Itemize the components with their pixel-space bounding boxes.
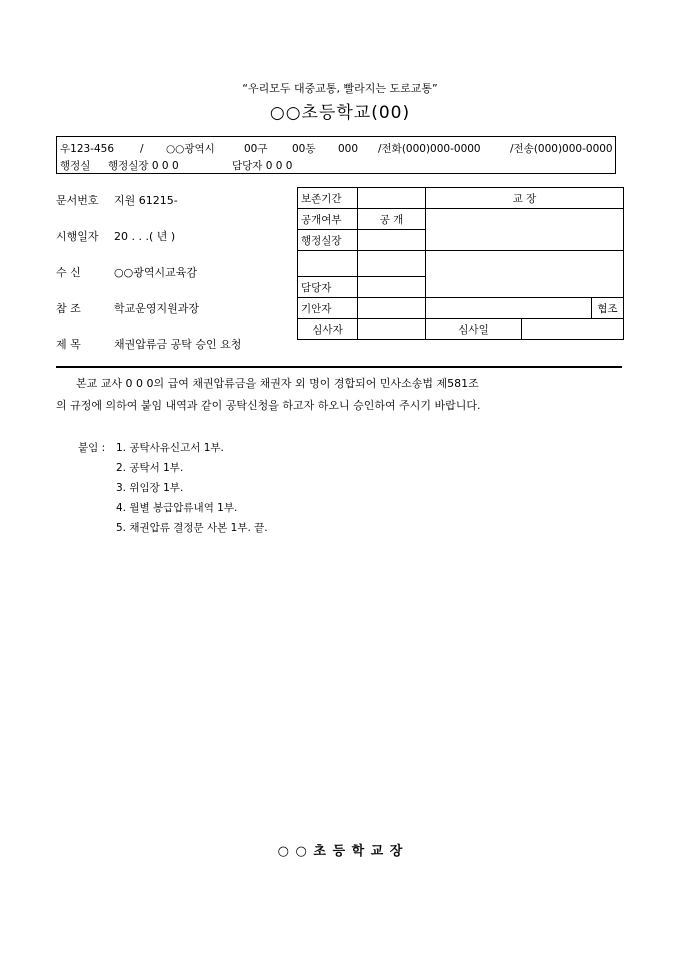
principal-label: 교 장 — [426, 188, 624, 209]
office-name: 행정실 — [60, 160, 91, 172]
recipient-label: 수 신 — [56, 266, 81, 279]
approval-blank-area — [426, 251, 624, 298]
drafter-label: 기안자 — [298, 298, 358, 319]
reviewer-sign — [358, 319, 426, 340]
address-dong: 00동 — [292, 143, 316, 155]
address-box — [56, 136, 616, 174]
attachment-label: 붙임 : — [78, 442, 106, 454]
doc-number-row — [56, 192, 178, 208]
date-row — [56, 228, 175, 244]
doc-number-label: 문서번호 — [56, 194, 99, 207]
address-separator: / — [140, 143, 144, 155]
address-gu: 00구 — [244, 143, 268, 155]
phone-number: /전화(000)000-0000 — [378, 143, 481, 155]
office-manager-label: 행정실장 — [298, 230, 358, 251]
retention-label: 보존기간 — [298, 188, 358, 209]
retention-value — [358, 188, 426, 209]
subject-value: 채권압류금 공탁 승인 요청 — [114, 338, 242, 351]
office-manager: 행정실장 0 0 0 — [108, 160, 179, 172]
date-label: 시행일자 — [56, 230, 99, 243]
cooperation-label: 협조 — [592, 298, 624, 319]
reference-row — [56, 300, 199, 316]
blank-label-cell — [298, 251, 358, 277]
cooperation-blank — [426, 298, 592, 319]
reference-label: 참 조 — [56, 302, 81, 315]
date-value: 20 . . .( 년 ) — [114, 230, 176, 243]
document-title: ○○초등학교(00) — [269, 103, 411, 123]
subject-label: 제 목 — [56, 338, 81, 351]
review-date-value — [522, 319, 624, 340]
postal-code: 우123-456 — [60, 143, 115, 155]
fax-number: /전송(000)000-0000 — [510, 143, 613, 155]
attachment-item: 5. 채권압류 결정문 사본 1부. 끝. — [116, 522, 268, 534]
blank-sign-cell — [358, 251, 426, 277]
address-line-1 — [60, 141, 613, 156]
reference-value: 학교운영지원과장 — [114, 302, 200, 315]
subject-row — [56, 336, 241, 352]
review-date-label: 심사일 — [426, 319, 522, 340]
section-divider — [56, 366, 622, 368]
drafter-sign — [358, 298, 426, 319]
office-manager-sign — [358, 230, 426, 251]
person-sign — [358, 277, 426, 298]
slogan: “우리모두 대중교통, 빨라지는 도로교통” — [242, 82, 438, 95]
disclosure-label: 공개여부 — [298, 209, 358, 230]
approval-table — [297, 187, 624, 340]
address-city: ○○광역시 — [166, 143, 215, 155]
principal-sign-box — [426, 209, 624, 251]
doc-number-value: 지원 61215- — [114, 194, 178, 207]
attachment-item: 3. 위임장 1부. — [116, 482, 184, 494]
disclosure-value: 공 개 — [358, 209, 426, 230]
person-in-charge: 담당자 0 0 0 — [232, 160, 293, 172]
person-label: 담당자 — [298, 277, 358, 298]
attachment-item: 1. 공탁사유신고서 1부. — [116, 442, 224, 454]
body-line-2: 의 규정에 의하여 붙임 내역과 같이 공탁신청을 하고자 하오니 승인하여 주시기 바랍니다. — [56, 399, 481, 412]
recipient-row — [56, 264, 197, 280]
recipient-value: ○○광역시교육감 — [114, 266, 197, 279]
school-principal-signature: ○ ○ 초 등 학 교 장 — [277, 844, 403, 859]
reviewer-label: 심사자 — [298, 319, 358, 340]
address-lot: 000 — [338, 143, 359, 155]
address-line-2 — [60, 158, 292, 173]
attachment-item: 4. 월별 봉급압류내역 1부. — [116, 502, 238, 514]
attachment-item: 2. 공탁서 1부. — [116, 462, 184, 474]
body-line-1: 본교 교사 0 0 0의 급여 채권압류금을 채권자 외 명이 경합되어 민사소송법 제581조 — [76, 377, 479, 390]
